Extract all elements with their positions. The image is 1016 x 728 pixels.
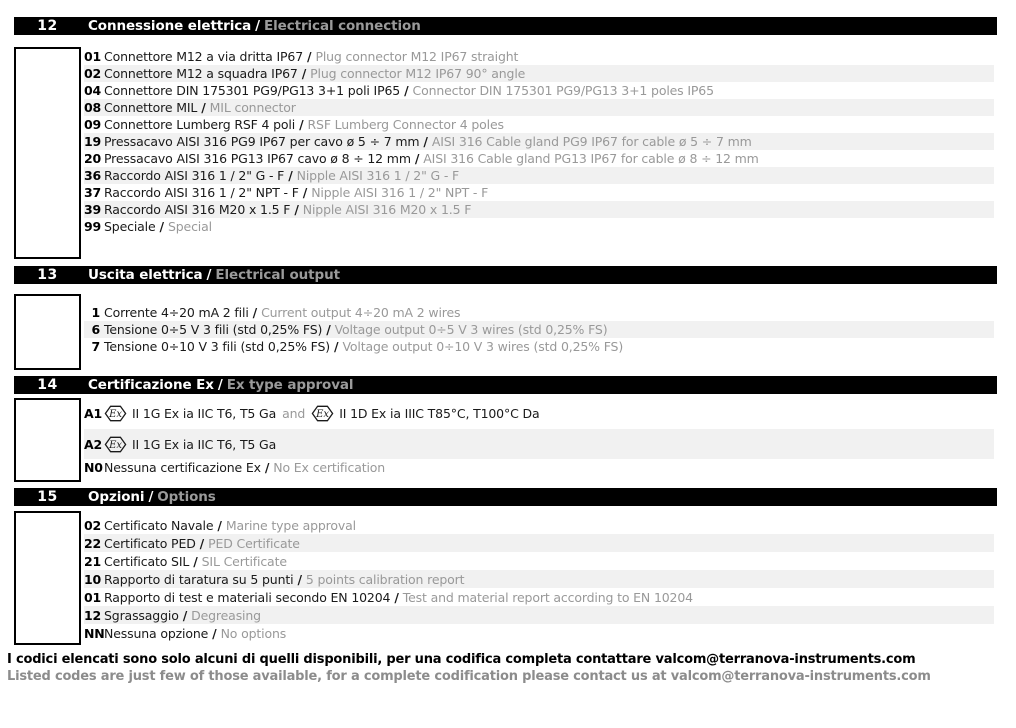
- option-row: [84, 304, 994, 321]
- section-title-english: Ex type approval: [226, 377, 354, 393]
- label-separator: /: [301, 66, 307, 81]
- label-separator: /: [302, 185, 308, 200]
- option-code: 02: [84, 517, 102, 533]
- option-code: A2: [84, 436, 103, 452]
- label-separator: /: [182, 607, 188, 623]
- option-label-italian: Certificato PED: [104, 535, 196, 551]
- option-label-italian: Nessuna opzione: [104, 625, 209, 641]
- label-separator: /: [264, 460, 270, 475]
- option-code: 10: [84, 571, 102, 587]
- option-label-italian: Pressacavo AISI 316 PG9 IP67 per cavo ø 5 ÷ 7 mm: [104, 134, 420, 149]
- option-label-english: PED Certificate: [208, 535, 300, 551]
- footer-note: [7, 649, 1016, 685]
- label-separator: /: [307, 49, 312, 64]
- option-row: [84, 588, 994, 606]
- option-row: [84, 338, 994, 355]
- option-row: [84, 99, 994, 116]
- option-label-english: MIL connector: [209, 100, 296, 115]
- section-14: [0, 376, 1016, 488]
- option-row: [84, 65, 994, 82]
- option-label-english: 5 points calibration report: [305, 571, 465, 587]
- option-label-english: Nipple AISI 316 1 / 2" NPT - F: [311, 185, 489, 200]
- option-row: [84, 606, 994, 624]
- option-code: A1: [84, 406, 103, 421]
- option-row: [84, 516, 994, 534]
- option-code: 12: [84, 607, 102, 623]
- code-entry-box: [14, 511, 81, 645]
- label-separator: /: [299, 117, 304, 132]
- section-content: [14, 506, 1016, 649]
- option-rows: [84, 35, 994, 235]
- title-separator: /: [148, 489, 154, 505]
- option-label-italian: Rapporto di test e materiali secondo EN 10204: [104, 589, 391, 605]
- option-code: 04: [84, 83, 102, 98]
- option-label-english: Marine type approval: [225, 517, 356, 533]
- option-label-english: Plug connector M12 IP67 90° angle: [310, 66, 526, 81]
- option-rows: [84, 506, 994, 642]
- section-title: [88, 18, 421, 34]
- option-row: [84, 570, 994, 588]
- option-row: [84, 48, 994, 65]
- option-row: [84, 398, 994, 429]
- option-row: [84, 201, 994, 218]
- option-code: N0: [84, 460, 103, 475]
- option-code: 02: [84, 66, 102, 81]
- option-code: 1: [91, 305, 100, 320]
- option-label-english: Special: [167, 219, 212, 234]
- label-separator: /: [414, 151, 420, 166]
- option-label-segment: and: [282, 406, 306, 421]
- svg-text:Ex: Ex: [109, 409, 122, 420]
- label-separator: /: [297, 571, 302, 587]
- option-rows: [84, 284, 994, 355]
- option-label-italian: Tensione 0÷10 V 3 fili (std 0,25% FS): [104, 339, 331, 354]
- svg-text:Ex: Ex: [109, 439, 122, 451]
- option-label-italian: Corrente 4÷20 mA 2 fili: [104, 305, 249, 320]
- option-code: 09: [84, 117, 102, 132]
- code-entry-box: [14, 47, 81, 259]
- label-separator: /: [423, 134, 428, 149]
- option-row: [84, 218, 994, 235]
- footer-note-english: Listed codes are just few of those available, for a complete codification please contact us at valcom@terranova-instruments.com: [7, 669, 931, 684]
- option-label-italian: Sgrassaggio: [104, 607, 179, 623]
- option-label-italian: Raccordo AISI 316 1 / 2" NPT - F: [104, 185, 299, 200]
- option-row: [84, 552, 994, 570]
- section-header-bar: [14, 376, 997, 394]
- option-label-english: RSF Lumberg Connector 4 poles: [307, 117, 504, 132]
- section-content: [14, 35, 1016, 266]
- option-code: 7: [91, 339, 100, 354]
- option-label-english: Voltage output 0÷5 V 3 wires (std 0,25% FS): [334, 322, 608, 337]
- option-label-english: Nipple AISI 316 M20 x 1.5 F: [302, 202, 472, 217]
- label-separator: /: [201, 100, 206, 115]
- atex-ex-icon: [104, 405, 127, 422]
- option-code: 08: [84, 100, 102, 115]
- option-label-english: No options: [220, 625, 287, 641]
- option-label-segment: II 1G Ex ia IIC T6, T5 Ga: [132, 436, 277, 452]
- option-label-italian: Raccordo AISI 316 M20 x 1.5 F: [104, 202, 291, 217]
- option-code: 01: [84, 49, 102, 64]
- option-label-english: Test and material report according to EN 10204: [402, 589, 693, 605]
- title-separator: /: [206, 267, 212, 283]
- label-separator: /: [212, 625, 217, 641]
- label-separator: /: [252, 305, 258, 320]
- section-content: [14, 394, 1016, 488]
- option-code: 01: [84, 589, 102, 605]
- option-label-english: Plug connector M12 IP67 straight: [315, 49, 519, 64]
- option-label-english: SIL Certificate: [201, 553, 287, 569]
- option-label-italian: Nessuna certificazione Ex: [104, 460, 261, 475]
- option-row: [84, 321, 994, 338]
- label-separator: /: [326, 322, 331, 337]
- option-label-segment: II 1G Ex ia IIC T6, T5 Ga: [132, 406, 277, 421]
- svg-text:Ex: Ex: [316, 409, 330, 420]
- title-separator: /: [217, 377, 223, 393]
- option-label-english: Nipple AISI 316 1 / 2" G - F: [296, 168, 460, 183]
- code-entry-box: [14, 398, 81, 482]
- section-15: [0, 488, 1016, 649]
- option-row: [84, 624, 994, 642]
- option-label-italian: Rapporto di taratura su 5 punti: [104, 571, 294, 587]
- option-row: [84, 534, 994, 552]
- section-13: [0, 266, 1016, 376]
- title-separator: /: [255, 18, 260, 34]
- atex-ex-icon: [311, 405, 334, 422]
- option-label-english: Connector DIN 175301 PG9/PG13 3+1 poles IP65: [412, 83, 714, 98]
- option-row: [84, 150, 994, 167]
- section-title-english: Electrical connection: [264, 18, 421, 34]
- section-number: 15: [37, 489, 58, 505]
- option-label-italian: Certificato SIL: [104, 553, 190, 569]
- atex-ex-icon: [104, 436, 127, 453]
- option-label-italian: Tensione 0÷5 V 3 fili (std 0,25% FS): [104, 322, 323, 337]
- option-label-italian: Pressacavo AISI 316 PG13 IP67 cavo ø 8 ÷ 12 mm: [104, 151, 411, 166]
- section-content: [14, 284, 1016, 376]
- option-row: [84, 429, 994, 459]
- option-label-segment: II 1D Ex ia IIIC T85°C, T100°C Da: [339, 406, 540, 421]
- section-title-english: Electrical output: [215, 267, 340, 283]
- option-label-english: Current output 4÷20 mA 2 wires: [261, 305, 461, 320]
- section-number: 12: [37, 18, 58, 34]
- option-label-english: AISI 316 Cable gland PG9 IP67 for cable ø 5 ÷ 7 mm: [431, 134, 752, 149]
- section-title-italian: Certificazione Ex: [88, 377, 214, 393]
- section-title-italian: Connessione elettrica: [88, 18, 252, 34]
- label-separator: /: [334, 339, 339, 354]
- label-separator: /: [288, 168, 293, 183]
- option-label-italian: Connettore Lumberg RSF 4 poli: [104, 117, 296, 132]
- section-title-italian: Opzioni: [88, 489, 145, 505]
- section-header-bar: [14, 266, 997, 284]
- option-label-italian: Connettore M12 a via dritta IP67: [104, 49, 304, 64]
- section-number: 13: [37, 267, 58, 283]
- label-separator: /: [394, 589, 399, 605]
- option-rows: [84, 394, 994, 476]
- label-separator: /: [193, 553, 198, 569]
- section-header-bar: [14, 488, 997, 506]
- label-separator: /: [159, 219, 164, 234]
- option-label-italian: Raccordo AISI 316 1 / 2" G - F: [104, 168, 285, 183]
- footer-note-italian: I codici elencati sono solo alcuni di quelli disponibili, per una codifica completa contattare valcom@terranova-instruments.com: [7, 652, 916, 667]
- option-code: 19: [84, 134, 102, 149]
- option-code: 36: [84, 168, 102, 183]
- option-row: [84, 82, 994, 99]
- section-title: [88, 267, 340, 283]
- section-title: [88, 377, 353, 393]
- section-header-bar: [14, 17, 997, 35]
- option-label-italian: Connettore MIL: [104, 100, 198, 115]
- label-separator: /: [217, 517, 222, 533]
- option-label-english: Voltage output 0÷10 V 3 wires (std 0,25% FS): [342, 339, 624, 354]
- section-12: [0, 17, 1016, 266]
- option-label-italian: Connettore M12 a squadra IP67: [104, 66, 298, 81]
- section-title-italian: Uscita elettrica: [88, 267, 203, 283]
- option-code: 21: [84, 553, 102, 569]
- option-label-italian: Connettore DIN 175301 PG9/PG13 3+1 poli IP65: [104, 83, 401, 98]
- option-row: [84, 116, 994, 133]
- option-row: [84, 133, 994, 150]
- option-code: NN: [84, 625, 105, 641]
- label-separator: /: [294, 202, 299, 217]
- label-separator: /: [199, 535, 205, 551]
- label-separator: /: [404, 83, 409, 98]
- option-code: 6: [91, 322, 100, 337]
- option-code: 37: [84, 185, 102, 200]
- section-title: [88, 489, 216, 505]
- section-number: 14: [37, 377, 58, 393]
- option-label-english: Degreasing: [191, 607, 261, 623]
- option-row: [84, 167, 994, 184]
- option-label-italian: Speciale: [104, 219, 156, 234]
- option-label-english: No Ex certification: [273, 460, 386, 475]
- code-entry-box: [14, 294, 81, 370]
- option-label-italian: Certificato Navale: [104, 517, 214, 533]
- option-row: [84, 459, 994, 476]
- section-title-english: Options: [157, 489, 216, 505]
- option-label-english: AISI 316 Cable gland PG13 IP67 for cable ø 8 ÷ 12 mm: [423, 151, 759, 166]
- option-code: 22: [84, 535, 102, 551]
- option-code: 39: [84, 202, 102, 217]
- option-row: [84, 184, 994, 201]
- option-code: 20: [84, 151, 102, 166]
- option-code: 99: [84, 219, 102, 234]
